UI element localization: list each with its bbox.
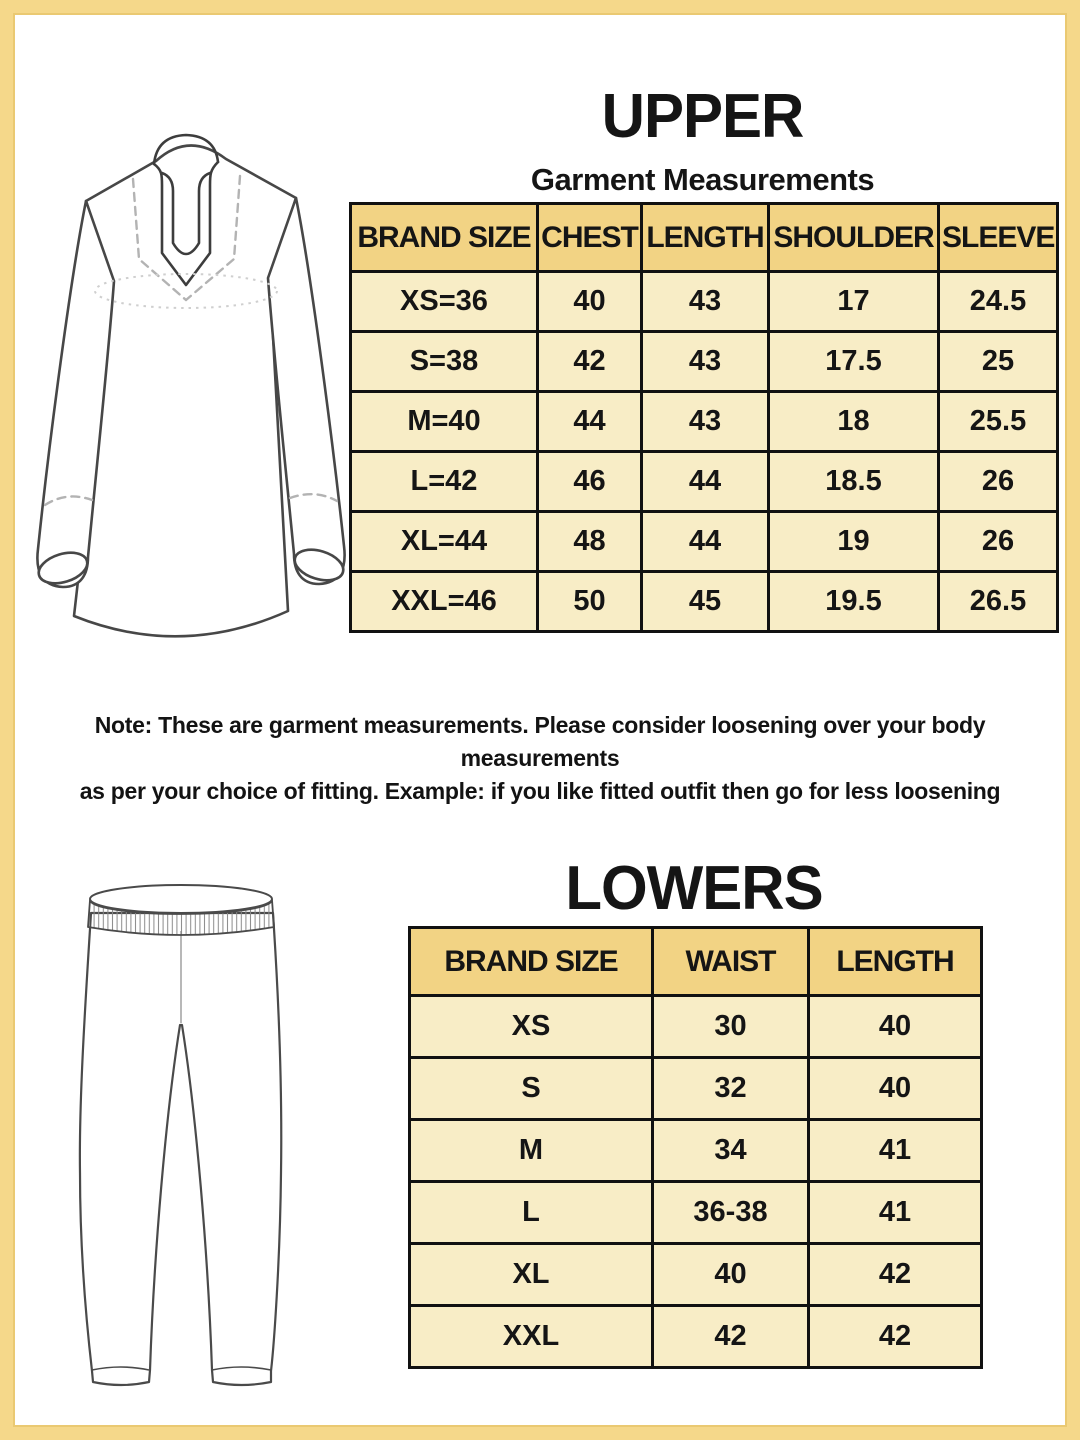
- table-cell: 40: [809, 1058, 982, 1120]
- table-cell: 42: [809, 1306, 982, 1368]
- table-row: [351, 452, 1058, 512]
- table-cell: 41: [809, 1120, 982, 1182]
- table-cell: M=40: [351, 392, 538, 452]
- upper-section-subtitle: Garment Measurements: [530, 162, 875, 197]
- table-cell: 42: [653, 1306, 809, 1368]
- column-header: SHOULDER: [769, 204, 939, 272]
- table-row: [351, 512, 1058, 572]
- table-cell: 48: [538, 512, 642, 572]
- table-row: [351, 392, 1058, 452]
- upper-size-table: [349, 202, 1059, 633]
- table-cell: L: [410, 1182, 653, 1244]
- table-cell: 17: [769, 272, 939, 332]
- table-cell: 18: [769, 392, 939, 452]
- note-line-2: as per your choice of fitting. Example: if you like fitted outfit then go for less loosening: [79, 778, 1001, 804]
- table-cell: XS=36: [351, 272, 538, 332]
- table-cell: 44: [538, 392, 642, 452]
- table-cell: 43: [642, 392, 769, 452]
- table-cell: 43: [642, 332, 769, 392]
- table-row: [410, 1182, 982, 1244]
- table-cell: 34: [653, 1120, 809, 1182]
- column-header: CHEST: [538, 204, 642, 272]
- table-cell: 32: [653, 1058, 809, 1120]
- lowers-size-table: [408, 926, 983, 1369]
- table-row: [410, 1120, 982, 1182]
- table-cell: 26: [939, 512, 1058, 572]
- table-row: [351, 272, 1058, 332]
- note-text: [15, 709, 1065, 808]
- table-cell: 25: [939, 332, 1058, 392]
- table-cell: 26.5: [939, 572, 1058, 632]
- column-header: LENGTH: [809, 928, 982, 996]
- column-header: BRAND SIZE: [410, 928, 653, 996]
- table-cell: 40: [653, 1244, 809, 1306]
- lowers-section-title: LOWERS: [565, 852, 823, 923]
- table-cell: 50: [538, 572, 642, 632]
- table-row: [410, 996, 982, 1058]
- table-cell: 43: [642, 272, 769, 332]
- table-cell: L=42: [351, 452, 538, 512]
- table-row: [351, 572, 1058, 632]
- table-cell: 19.5: [769, 572, 939, 632]
- page-background: [13, 13, 1067, 1427]
- column-header: LENGTH: [642, 204, 769, 272]
- table-cell: 36-38: [653, 1182, 809, 1244]
- table-cell: 40: [538, 272, 642, 332]
- table-row: [410, 1306, 982, 1368]
- table-cell: XS: [410, 996, 653, 1058]
- table-cell: 18.5: [769, 452, 939, 512]
- table-cell: 40: [809, 996, 982, 1058]
- table-cell: 24.5: [939, 272, 1058, 332]
- upper-section-title: UPPER: [601, 80, 804, 151]
- table-cell: 26: [939, 452, 1058, 512]
- table-cell: XXL: [410, 1306, 653, 1368]
- kurta-line-drawing-svg: [21, 113, 361, 673]
- table-cell: 44: [642, 452, 769, 512]
- column-header: BRAND SIZE: [351, 204, 538, 272]
- table-cell: 42: [538, 332, 642, 392]
- table-cell: XXL=46: [351, 572, 538, 632]
- pants-line-drawing-svg: [55, 873, 295, 1408]
- table-cell: 45: [642, 572, 769, 632]
- pants-illustration: [55, 873, 295, 1408]
- table-cell: 19: [769, 512, 939, 572]
- table-cell: XL: [410, 1244, 653, 1306]
- column-header: SLEEVE: [939, 204, 1058, 272]
- table-row: [351, 332, 1058, 392]
- table-cell: 30: [653, 996, 809, 1058]
- table-cell: 44: [642, 512, 769, 572]
- table-cell: 25.5: [939, 392, 1058, 452]
- table-cell: XL=44: [351, 512, 538, 572]
- kurta-illustration: [21, 113, 361, 673]
- table-cell: S: [410, 1058, 653, 1120]
- column-header: WAIST: [653, 928, 809, 996]
- table-cell: 17.5: [769, 332, 939, 392]
- table-cell: 41: [809, 1182, 982, 1244]
- table-cell: 42: [809, 1244, 982, 1306]
- table-row: [410, 1244, 982, 1306]
- note-line-1: Note: These are garment measurements. Please consider loosening over your body measurements: [94, 712, 986, 771]
- table-cell: M: [410, 1120, 653, 1182]
- table-header-row: [351, 204, 1058, 272]
- table-cell: S=38: [351, 332, 538, 392]
- table-cell: 46: [538, 452, 642, 512]
- table-row: [410, 1058, 982, 1120]
- table-header-row: [410, 928, 982, 996]
